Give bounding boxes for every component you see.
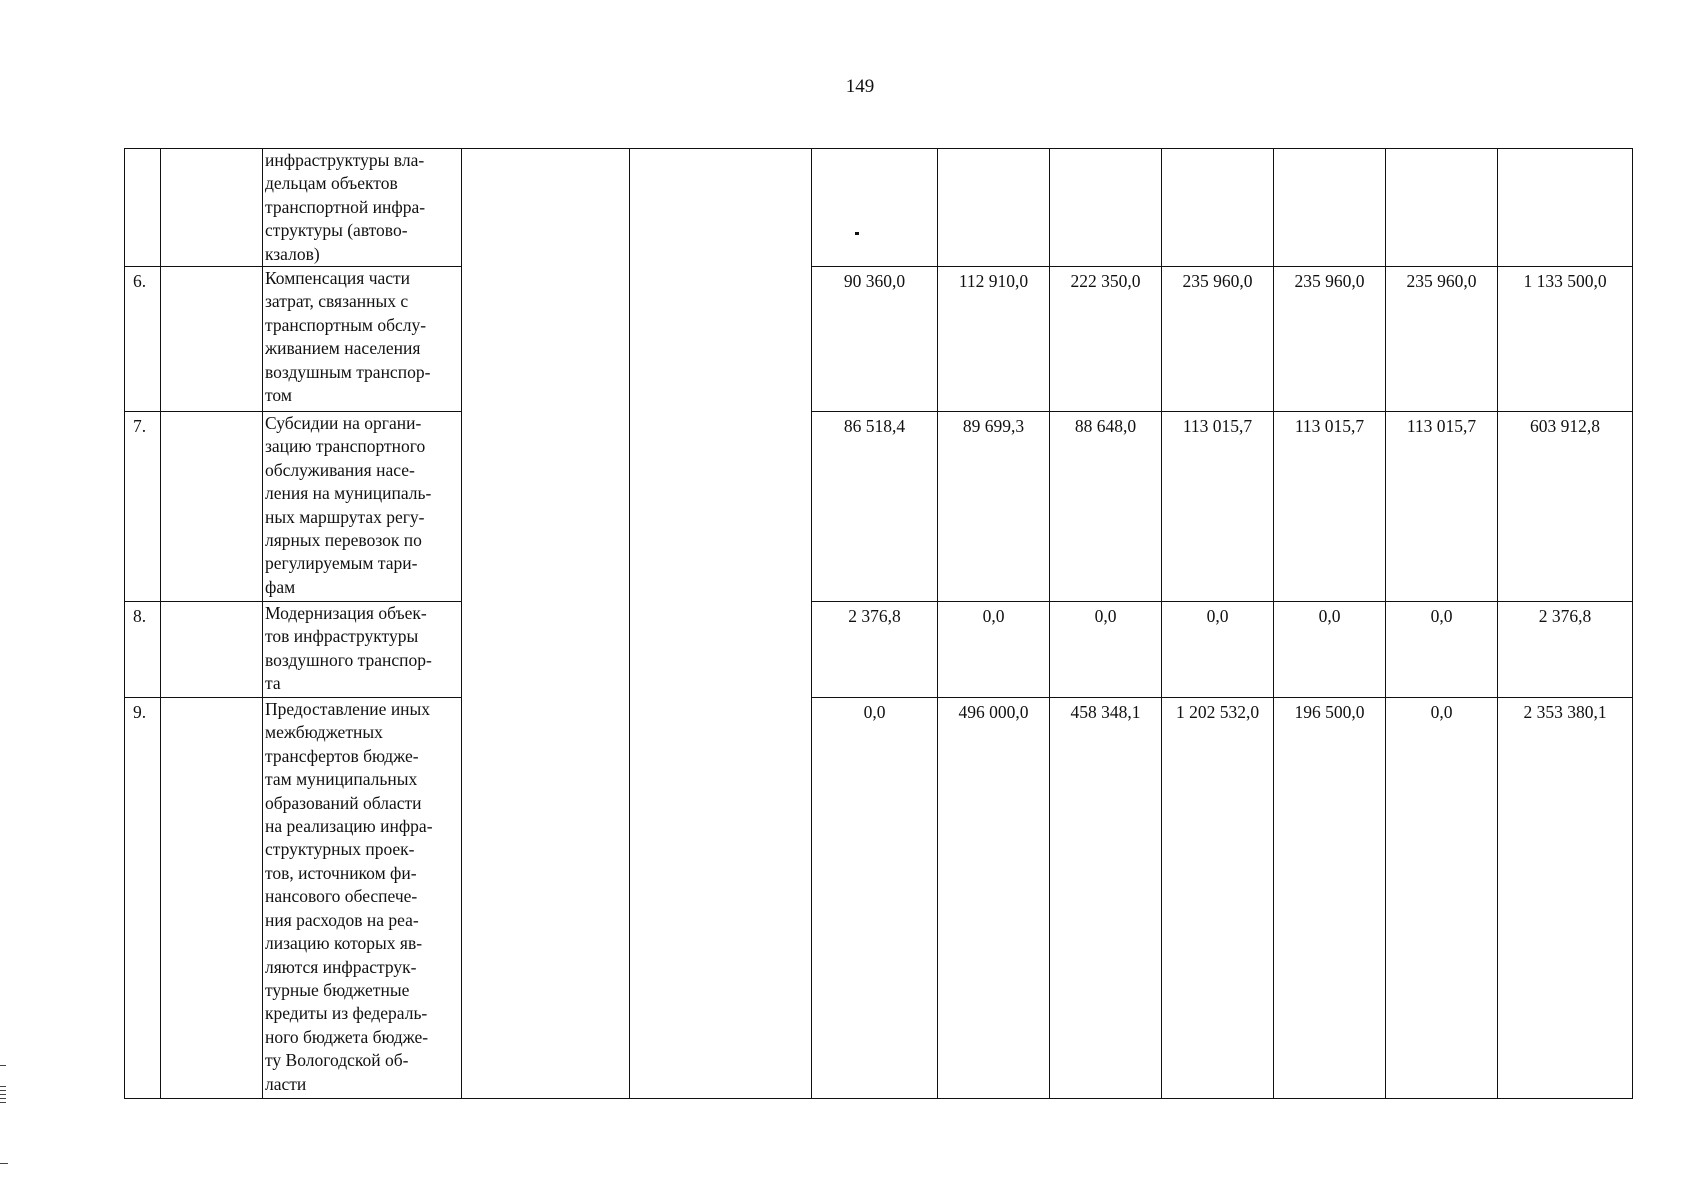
scan-dot-mark bbox=[855, 232, 859, 235]
value-cell: 458 348,1 bbox=[1050, 698, 1162, 1099]
table-row bbox=[125, 149, 1633, 267]
row-name: Модернизация объек- тов инфраструктуры воздушного транспор- та bbox=[263, 602, 462, 698]
budget-table bbox=[124, 148, 1633, 1099]
value-cell: 90 360,0 bbox=[812, 267, 938, 412]
value-cell bbox=[1386, 149, 1498, 267]
row-name: Компенсация части затрат, связанных с транспортным обслу- живанием населения воздушным транспор- том bbox=[263, 267, 462, 412]
value-cell bbox=[938, 149, 1050, 267]
value-cell bbox=[1050, 149, 1162, 267]
value-cell bbox=[1162, 149, 1274, 267]
value-cell: 0,0 bbox=[1386, 602, 1498, 698]
value-cell bbox=[1274, 149, 1386, 267]
value-cell: 89 699,3 bbox=[938, 412, 1050, 602]
blank-cell bbox=[161, 698, 263, 1099]
table-row bbox=[125, 412, 1633, 602]
page-number: 149 bbox=[845, 76, 875, 97]
value-cell: 235 960,0 bbox=[1274, 267, 1386, 412]
blank-cell bbox=[161, 602, 263, 698]
value-cell bbox=[812, 149, 938, 267]
row-number: 9. bbox=[125, 698, 161, 1099]
value-cell: 0,0 bbox=[1274, 602, 1386, 698]
row-number: 8. bbox=[125, 602, 161, 698]
value-cell: 222 350,0 bbox=[1050, 267, 1162, 412]
value-cell: 1 202 532,0 bbox=[1162, 698, 1274, 1099]
value-cell: 1 133 500,0 bbox=[1498, 267, 1633, 412]
row-number: 6. bbox=[125, 267, 161, 412]
value-cell: 196 500,0 bbox=[1274, 698, 1386, 1099]
merged-blank-cell bbox=[630, 149, 812, 1099]
value-cell: 235 960,0 bbox=[1386, 267, 1498, 412]
blank-cell bbox=[161, 267, 263, 412]
value-cell: 0,0 bbox=[1050, 602, 1162, 698]
value-cell: 0,0 bbox=[1386, 698, 1498, 1099]
value-cell bbox=[1498, 149, 1633, 267]
table-row bbox=[125, 698, 1633, 1099]
value-cell: 112 910,0 bbox=[938, 267, 1050, 412]
value-cell: 0,0 bbox=[938, 602, 1050, 698]
row-name: Предоставление иных межбюджетных трансфертов бюдже- там муниципальных образований области на реализацию инфра- структурных проек- тов, источником фи- нансового обеспече- ния расходов на реа- лизацию которых яв- ляются инфраструк- турные бюджетные кредиты из федераль- ного бюджета бюдже- ту Вологодской об- ласти bbox=[263, 698, 462, 1099]
value-cell: 603 912,8 bbox=[1498, 412, 1633, 602]
value-cell: 86 518,4 bbox=[812, 412, 938, 602]
merged-blank-cell bbox=[462, 149, 630, 1099]
row-number bbox=[125, 149, 161, 267]
table-row bbox=[125, 602, 1633, 698]
blank-cell bbox=[161, 149, 263, 267]
value-cell: 235 960,0 bbox=[1162, 267, 1274, 412]
row-name: Субсидии на органи- зацию транспортного обслуживания насе- ления на муниципаль- ных маршрутах регу- лярных перевозок по регулируемым тари- фам bbox=[263, 412, 462, 602]
value-cell: 2 353 380,1 bbox=[1498, 698, 1633, 1099]
value-cell: 0,0 bbox=[812, 698, 938, 1099]
value-cell: 2 376,8 bbox=[1498, 602, 1633, 698]
value-cell: 496 000,0 bbox=[938, 698, 1050, 1099]
scan-margin-marks bbox=[0, 1065, 8, 1195]
row-name: инфраструктуры вла- дельцам объектов транспортной инфра- структуры (автово- кзалов) bbox=[263, 149, 462, 267]
row-number: 7. bbox=[125, 412, 161, 602]
table-row bbox=[125, 267, 1633, 412]
value-cell: 113 015,7 bbox=[1386, 412, 1498, 602]
blank-cell bbox=[161, 412, 263, 602]
value-cell: 88 648,0 bbox=[1050, 412, 1162, 602]
value-cell: 113 015,7 bbox=[1162, 412, 1274, 602]
value-cell: 0,0 bbox=[1162, 602, 1274, 698]
value-cell: 113 015,7 bbox=[1274, 412, 1386, 602]
value-cell: 2 376,8 bbox=[812, 602, 938, 698]
